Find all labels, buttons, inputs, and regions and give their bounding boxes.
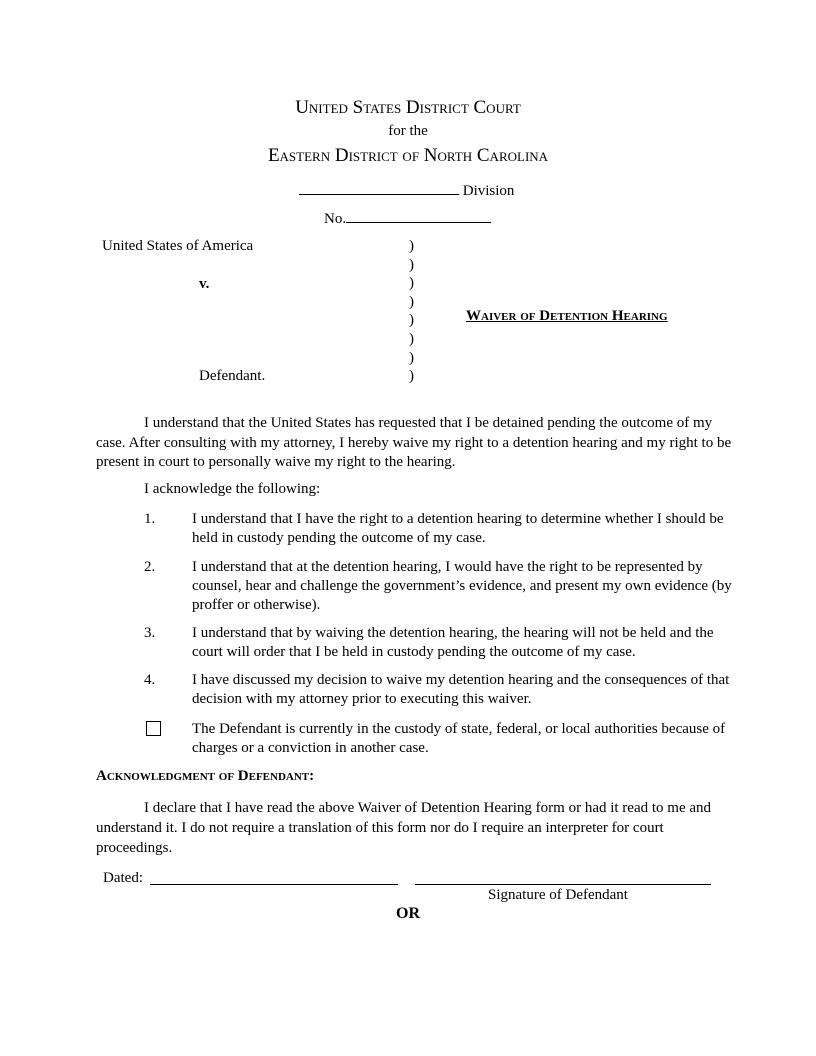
case-number-line	[324, 208, 491, 228]
paren: )	[409, 368, 414, 385]
acknowledgment-heading: Acknowledgment of Defendant:	[96, 768, 315, 784]
case-no-blank[interactable]	[346, 208, 491, 223]
district-name: Eastern District of North Carolina	[267, 145, 549, 166]
paren: )	[409, 256, 414, 273]
item-number: 3.	[144, 625, 156, 641]
for-the-text: for the	[388, 123, 428, 139]
item-number: 2.	[144, 559, 156, 575]
paren: )	[409, 293, 414, 310]
custody-text: The Defendant is currently in the custody of state, federal, or local authorities because of charges or a conviction in another case.	[192, 721, 726, 756]
intro-paragraph: I understand that the United States has requested that I be detained pending the outcome of my case. After consulting with my attorney, I hereby waive my right to a detention hearing and my right to be present in court to personally waive my right to the hearing.	[96, 415, 732, 470]
document-title: Waiver of Detention Hearing	[466, 308, 668, 324]
division-line	[299, 180, 514, 200]
item-number: 4.	[144, 672, 156, 688]
court-name: United States District Court	[295, 97, 521, 118]
date-field-line[interactable]	[150, 884, 398, 885]
paren: )	[409, 275, 414, 292]
signature-field-line[interactable]	[415, 884, 711, 885]
paren: )	[409, 238, 414, 254]
division-blank[interactable]	[299, 180, 459, 195]
item-text: I understand that I have the right to a detention hearing to determine whether I should be held in custody pending the outcome of my case.	[192, 511, 724, 546]
or-text: OR	[396, 905, 420, 922]
paren: )	[409, 349, 414, 366]
item-number: 1.	[144, 511, 156, 527]
plaintiff-name: United States of America	[102, 238, 254, 254]
division-label: Division	[462, 183, 515, 199]
paren: )	[409, 330, 414, 347]
caption-parentheses	[409, 237, 414, 386]
paren: )	[409, 312, 414, 329]
item-text: I have discussed my decision to waive my detention hearing and the consequences of that decision with my attorney prior to executing this waiver.	[192, 672, 730, 707]
acknowledge-text: I acknowledge the following:	[144, 481, 321, 497]
defendant-label: Defendant.	[199, 368, 266, 384]
item-text: I understand that by waiving the detention hearing, the hearing will not be held and the court will order that I be held in custody pending the outcome of my case.	[192, 625, 714, 660]
declaration-paragraph: I declare that I have read the above Waiver of Detention Hearing form or had it read to me and understand it. I do not require a translation of this form nor do I require an interpreter for court proceedings.	[96, 800, 712, 856]
signature-label: Signature of Defendant	[488, 887, 628, 903]
item-text: I understand that at the detention hearing, I would have the right to be represented by counsel, hear and challenge the government’s evidence, and present my own evidence (by proffer or otherwise).	[192, 559, 732, 613]
dated-label: Dated:	[103, 870, 143, 886]
case-no-label: No.	[324, 211, 347, 227]
versus-text: v.	[199, 276, 210, 292]
custody-checkbox[interactable]	[146, 721, 161, 736]
